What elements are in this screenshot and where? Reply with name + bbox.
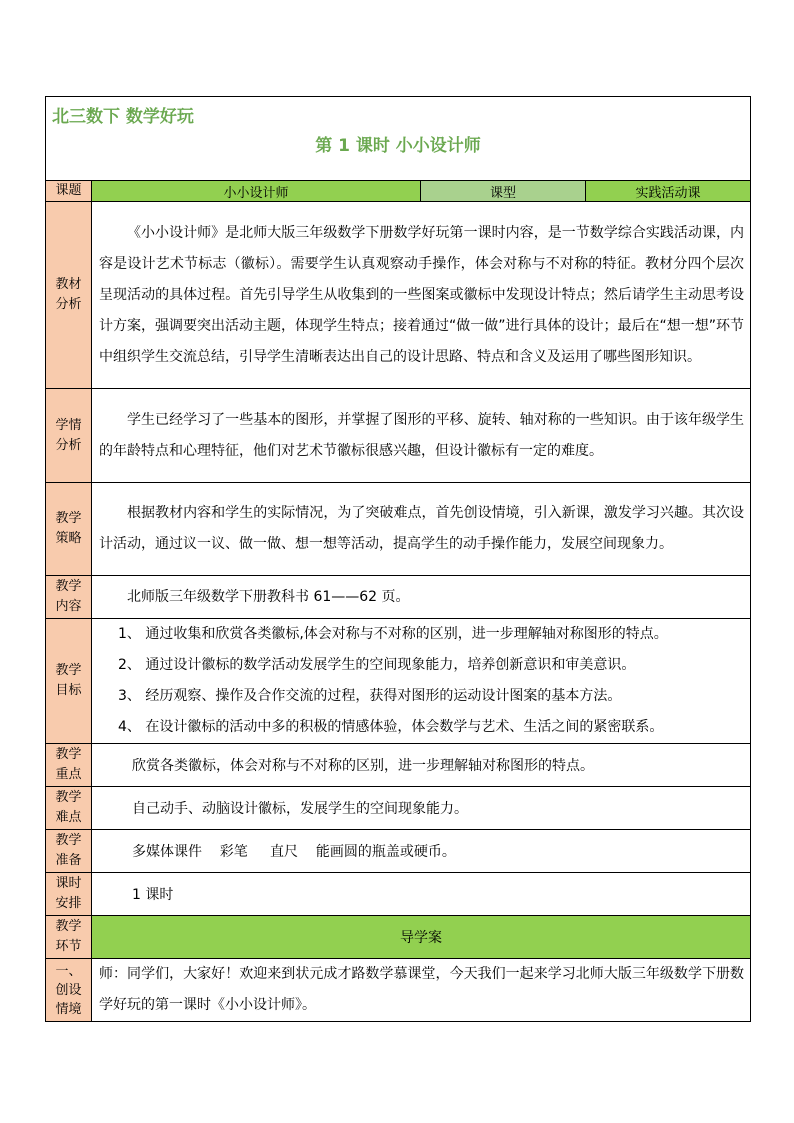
material-text-cell [92,202,751,389]
type-value: 实践活动课 [586,181,751,202]
lesson-plan-table [45,96,751,1022]
strategy-text-cell [92,483,751,576]
goal-item: 4、 在设计徽标的活动中多的积极的情感体验，体会数学与艺术、生活之间的紧密联系。 [118,719,664,735]
topic-value: 小小设计师 [92,181,421,202]
key-point-label-line1: 教学 [55,747,82,762]
teaching-content-text: 北师版三年级数学下册教科书 61——62 页。 [127,588,410,605]
preparation-text: 多媒体课件 彩笔 直尺 能画圆的瓶盖或硬币。 [92,830,751,873]
preparation-label-line1: 教学 [55,833,82,848]
goal-item: 2、 通过设计徽标的数学活动发展学生的空间现象能力，培养创新意识和审美意识。 [118,657,636,673]
goals-label-line1: 教学 [55,663,82,678]
preparation-row [46,830,751,873]
goal-item: 3、 经历观察、操作及合作交流的过程，获得对图形的运动设计图案的基本方法。 [118,688,622,704]
material-analysis-row [46,202,751,389]
goals-label-line2: 目标 [55,683,82,698]
material-label-line1: 教材 [55,277,82,292]
section-row [46,916,751,959]
teaching-content-label-line1: 教学 [55,579,82,594]
difficulty-row [46,787,751,830]
goals-row [46,619,751,744]
preparation-label-line2: 准备 [55,853,82,868]
step1-row [46,959,751,1022]
key-point-row [46,744,751,787]
step1-text: 师：同学们，大家好！欢迎来到状元成才路数学慕课堂，今天我们一起来学习北师大版三年级数学下册数学好玩的第一课时《小小设计师》。 [99,966,745,1013]
material-label-line2: 分析 [55,297,82,312]
difficulty-label-line1: 教学 [55,790,82,805]
section-title: 导学案 [92,916,751,959]
difficulty-label [46,787,92,830]
schedule-label [46,873,92,916]
material-text: 《小小设计师》是北师大版三年级数学下册数学好玩第一课时内容，是一节数学综合实践活动课，内容是设计艺术节标志（徽标）。需要学生认真观察动手操作，体会对称与不对称的特征。教材分四个层次呈现活动的具体过程。首先引导学生从收集到的一些图案或徽标中发现设计特点；然后请学生主动思考设计方案，强调要突出活动主题，体现学生特点；接着通过“做一做”进行具体的设计；最后在“想一想”环节中组织学生交流总结，引导学生清晰表达出自己的设计思路、特点和含义及运用了哪些图形知识。 [99,224,745,365]
step1-label-line1: 一、 [55,963,82,979]
step1-label-line2: 创设 [55,982,82,998]
schedule-row [46,873,751,916]
strategy-label-line2: 策略 [55,531,82,546]
step1-label-line3: 情境 [55,1001,82,1017]
meta-row [46,181,751,202]
student-label [46,389,92,483]
student-text-cell [92,389,751,483]
difficulty-text: 自己动手、动脑设计徽标，发展学生的空间现象能力。 [92,787,751,830]
strategy-label-line1: 教学 [55,511,82,526]
section-label-line1: 教学 [55,919,82,934]
section-label-line2: 环节 [55,939,82,954]
strategy-row [46,483,751,576]
teaching-content-label-line2: 内容 [55,599,82,614]
teaching-content-row [46,576,751,619]
teaching-content-text-cell [92,576,751,619]
type-label: 课型 [421,181,586,202]
difficulty-label-line2: 难点 [55,810,82,825]
student-label-line2: 分析 [55,437,82,453]
header-row [46,97,751,181]
header-cell [46,97,751,181]
key-point-label-line2: 重点 [55,767,82,782]
lesson-title: 第 1 课时 小小设计师 [315,136,481,156]
lesson-plan-document [45,96,750,1021]
schedule-label-line1: 课时 [55,876,82,891]
schedule-label-line2: 安排 [55,896,82,911]
key-point-text: 欣赏各类徽标，体会对称与不对称的区别，进一步理解轴对称图形的特点。 [92,744,751,787]
step1-label [46,959,92,1022]
student-text: 学生已经学习了一些基本的图形，并掌握了图形的平移、旋转、轴对称的一些知识。由于该年级学生的年龄特点和心理特征，他们对艺术节徽标很感兴趣，但设计徽标有一定的难度。 [99,411,745,459]
preparation-label [46,830,92,873]
goals-list-cell [92,619,751,744]
step1-text-cell [92,959,751,1022]
section-label [46,916,92,959]
student-label-line1: 学情 [55,417,82,433]
teaching-content-label [46,576,92,619]
schedule-text: 1 课时 [92,873,751,916]
student-analysis-row [46,389,751,483]
strategy-label [46,483,92,576]
goals-label [46,619,92,744]
topic-label: 课题 [46,181,92,202]
material-label [46,202,92,389]
strategy-text: 根据教材内容和学生的实际情况，为了突破难点，首先创设情境，引入新课，激发学习兴趣。其次设计活动，通过议一议、做一做、想一想等活动，提高学生的动手操作能力，发展空间现象力。 [99,505,745,552]
key-point-label [46,744,92,787]
series-title: 北三数下 数学好玩 [52,107,194,127]
goal-item: 1、 通过收集和欣赏各类徽标,体会对称与不对称的区别，进一步理解轴对称图形的特点。 [118,626,668,642]
